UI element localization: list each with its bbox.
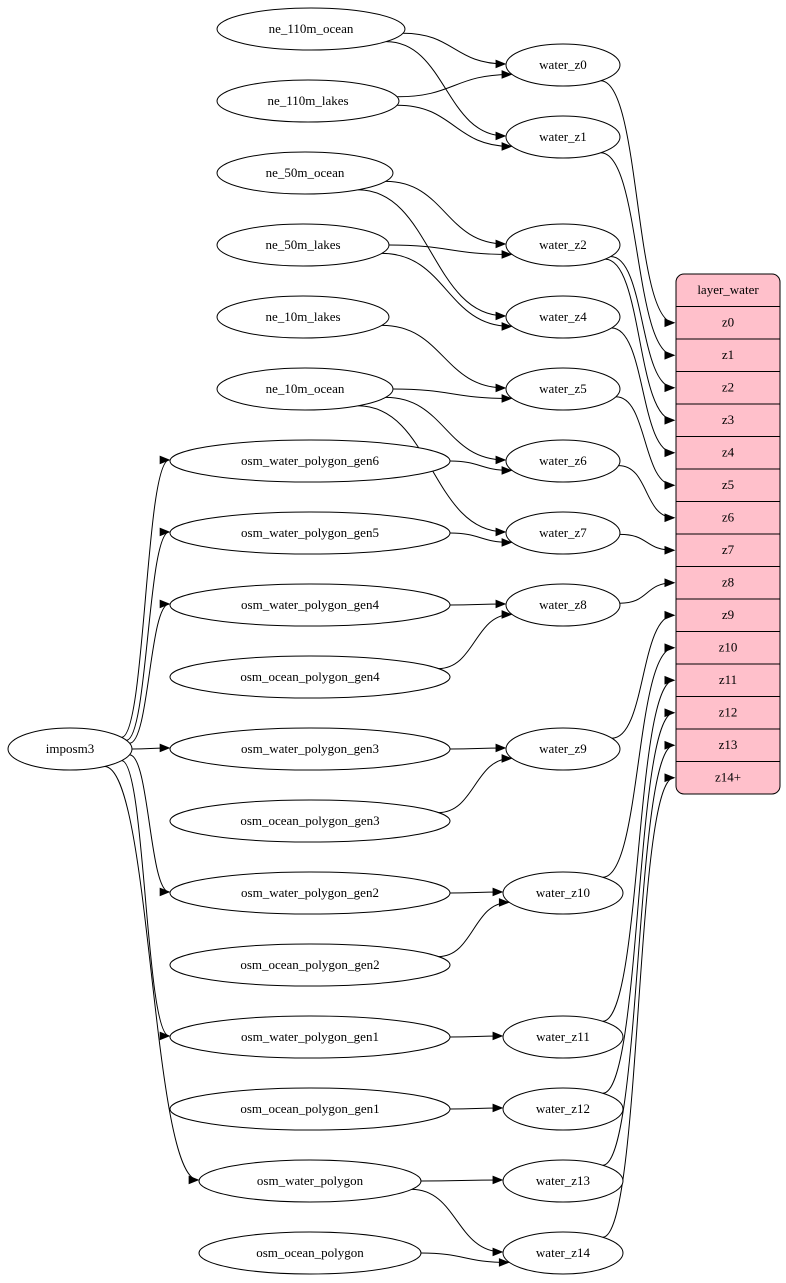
- edge-arrowhead: [496, 384, 505, 391]
- graph-node-ne_110m_ocean[interactable]: [217, 8, 405, 50]
- edge-arrowhead: [496, 312, 505, 319]
- graph-node-ne_50m_lakes[interactable]: [217, 224, 389, 266]
- edge-arrowhead: [496, 456, 505, 463]
- edge-arrowhead: [493, 1176, 502, 1183]
- edge-arrowhead: [665, 514, 674, 521]
- graph-node-imposm3[interactable]: [8, 728, 132, 770]
- edge-line: [403, 33, 505, 64]
- graph-node-water_z1[interactable]: [506, 116, 620, 158]
- edge-line: [438, 614, 511, 668]
- node-label: water_z10: [535, 884, 591, 900]
- record-row-label: z14+: [714, 769, 742, 785]
- node-label: water_z11: [536, 1028, 590, 1044]
- edge-arrowhead: [160, 528, 169, 535]
- node-label: osm_water_polygon_gen2: [241, 884, 379, 900]
- node-label: water_z13: [535, 1172, 591, 1188]
- edge-arrowhead: [665, 384, 674, 391]
- record-row-label: z7: [721, 542, 735, 558]
- edge-arrowhead: [496, 240, 505, 247]
- graph-node-water_z5[interactable]: [506, 368, 620, 410]
- record-row-label: layer_water: [697, 282, 759, 298]
- graph-node-osm_water_polygon_gen5[interactable]: [170, 512, 450, 554]
- edge-line: [603, 680, 674, 1021]
- edge-arrowhead: [665, 612, 674, 619]
- graph-node-osm_ocean_polygon[interactable]: [199, 1232, 421, 1274]
- node-label: ne_110m_ocean: [268, 20, 354, 36]
- graph-node-ne_10m_lakes[interactable]: [217, 296, 389, 338]
- graph-node-osm_water_polygon_gen3[interactable]: [170, 728, 450, 770]
- edge-arrowhead: [665, 352, 674, 359]
- record-row-label: z4: [721, 444, 735, 460]
- record-row-label: z8: [721, 574, 735, 590]
- edge-arrowhead: [496, 528, 505, 535]
- graph-node-osm_ocean_polygon_gen1[interactable]: [170, 1088, 450, 1130]
- graph-node-ne_50m_ocean[interactable]: [217, 152, 393, 194]
- node-label: osm_ocean_polygon_gen1: [240, 1100, 380, 1116]
- node-label: water_z4: [539, 308, 587, 324]
- node-label: osm_ocean_polygon_gen4: [240, 668, 380, 684]
- node-label: water_z5: [539, 380, 587, 396]
- edge-arrowhead: [665, 579, 674, 586]
- edge-line: [412, 1189, 502, 1252]
- node-label: water_z7: [539, 524, 587, 540]
- graph-node-osm_water_polygon_gen2[interactable]: [170, 872, 450, 914]
- node-label: osm_ocean_polygon: [256, 1244, 364, 1260]
- graph-node-osm_water_polygon_gen4[interactable]: [170, 584, 450, 626]
- edge-line: [397, 105, 511, 146]
- record-row-label: z1: [721, 347, 735, 363]
- edge-line: [393, 389, 511, 398]
- graph-node-osm_water_polygon_gen1[interactable]: [170, 1016, 450, 1058]
- graph-node-osm_ocean_polygon_gen4[interactable]: [170, 656, 450, 698]
- node-label: water_z12: [535, 1100, 591, 1116]
- node-label: water_z8: [539, 596, 587, 612]
- edge-arrowhead: [665, 709, 674, 716]
- node-label: osm_water_polygon_gen3: [241, 740, 379, 756]
- graph-node-water_z2[interactable]: [506, 224, 620, 266]
- edge-arrowhead: [160, 1032, 169, 1039]
- edge-arrowhead: [493, 1248, 502, 1255]
- node-label: osm_water_polygon_gen5: [241, 524, 379, 540]
- edge-line: [397, 74, 511, 96]
- graph-node-osm_water_polygon[interactable]: [199, 1160, 421, 1202]
- node-label: ne_50m_lakes: [265, 236, 341, 252]
- edge-arrowhead: [496, 132, 505, 139]
- graph-node-water_z4[interactable]: [506, 296, 620, 338]
- record-row-label: z13: [718, 737, 738, 753]
- edge-line: [619, 466, 674, 518]
- node-label: osm_water_polygon_gen4: [241, 596, 379, 612]
- node-label: osm_ocean_polygon_gen2: [240, 956, 380, 972]
- node-label: water_z6: [539, 452, 587, 468]
- edge-line: [122, 460, 170, 737]
- edge-line: [130, 755, 170, 892]
- graph-node-osm_ocean_polygon_gen2[interactable]: [170, 944, 450, 986]
- node-label: water_z1: [539, 128, 587, 144]
- edge-arrowhead: [665, 417, 674, 424]
- node-label: osm_water_polygon: [256, 1172, 364, 1188]
- record-row-label: z3: [721, 412, 735, 428]
- graph-node-water_z8[interactable]: [506, 584, 620, 626]
- node-label: ne_110m_lakes: [267, 92, 349, 108]
- edge-line: [382, 253, 511, 326]
- record-row-label: z0: [721, 314, 735, 330]
- edge-arrowhead: [160, 456, 169, 463]
- edge-line: [438, 758, 511, 812]
- edge-arrowhead: [665, 449, 674, 456]
- nodes-layer: [8, 8, 623, 1274]
- record-layer: [676, 274, 780, 794]
- edge-arrowhead: [493, 888, 502, 895]
- edge-arrowhead: [493, 1104, 502, 1111]
- graph-node-water_z9[interactable]: [506, 728, 620, 770]
- graph-node-water_z6[interactable]: [506, 440, 620, 482]
- record-row-label: z9: [721, 607, 735, 623]
- edge-line: [389, 245, 511, 254]
- edge-arrowhead: [665, 482, 674, 489]
- graph-node-osm_water_polygon_gen6[interactable]: [170, 440, 450, 482]
- edge-arrowhead: [496, 600, 505, 607]
- node-label: water_z2: [539, 236, 587, 252]
- graph-node-water_z0[interactable]: [506, 44, 620, 86]
- edge-line: [386, 181, 505, 244]
- node-label: ne_50m_ocean: [265, 164, 345, 180]
- edge-arrowhead: [665, 644, 674, 651]
- record-row-label: z10: [718, 639, 738, 655]
- record-row-label: z6: [721, 509, 735, 525]
- graph-node-water_z10[interactable]: [503, 872, 623, 914]
- node-label: osm_water_polygon_gen6: [241, 452, 379, 468]
- node-label: osm_ocean_polygon_gen3: [240, 812, 380, 828]
- node-label: osm_water_polygon_gen1: [241, 1028, 379, 1044]
- edge-line: [382, 325, 505, 388]
- node-label: water_z9: [539, 740, 587, 756]
- edge-arrowhead: [665, 677, 674, 684]
- record-row-label: z5: [721, 477, 735, 493]
- edge-arrowhead: [665, 547, 674, 554]
- graph-node-water_z11[interactable]: [503, 1016, 623, 1058]
- edge-line: [611, 257, 674, 388]
- record-row-label: z2: [721, 379, 735, 395]
- edge-arrowhead: [493, 1032, 502, 1039]
- node-label: ne_10m_ocean: [265, 380, 345, 396]
- record-row-label: z11: [718, 672, 738, 688]
- graph-node-water_z14[interactable]: [503, 1232, 623, 1274]
- edge-line: [122, 761, 170, 1036]
- edge-arrowhead: [665, 319, 674, 326]
- node-label: imposm3: [45, 740, 95, 756]
- edge-line: [603, 648, 674, 878]
- edge-arrowhead: [496, 744, 505, 751]
- graph-node-water_z7[interactable]: [506, 512, 620, 554]
- graph-node-ne_110m_lakes[interactable]: [217, 80, 399, 122]
- graph-node-osm_ocean_polygon_gen3[interactable]: [170, 800, 450, 842]
- record-row-label: z12: [718, 704, 738, 720]
- node-label: water_z14: [535, 1244, 591, 1260]
- node-label: ne_10m_lakes: [265, 308, 341, 324]
- graph-node-ne_10m_ocean[interactable]: [217, 368, 393, 410]
- edge-arrowhead: [189, 1176, 198, 1183]
- edge-line: [616, 397, 674, 485]
- graph-node-water_z12[interactable]: [503, 1088, 623, 1130]
- edge-arrowhead: [496, 60, 505, 67]
- edge-line: [601, 81, 674, 323]
- edge-line: [438, 902, 508, 956]
- node-label: water_z0: [539, 56, 587, 72]
- graph-node-water_z13[interactable]: [503, 1160, 623, 1202]
- edges-layer: [105, 33, 674, 1266]
- edge-line: [421, 1180, 502, 1181]
- edge-arrowhead: [160, 744, 169, 751]
